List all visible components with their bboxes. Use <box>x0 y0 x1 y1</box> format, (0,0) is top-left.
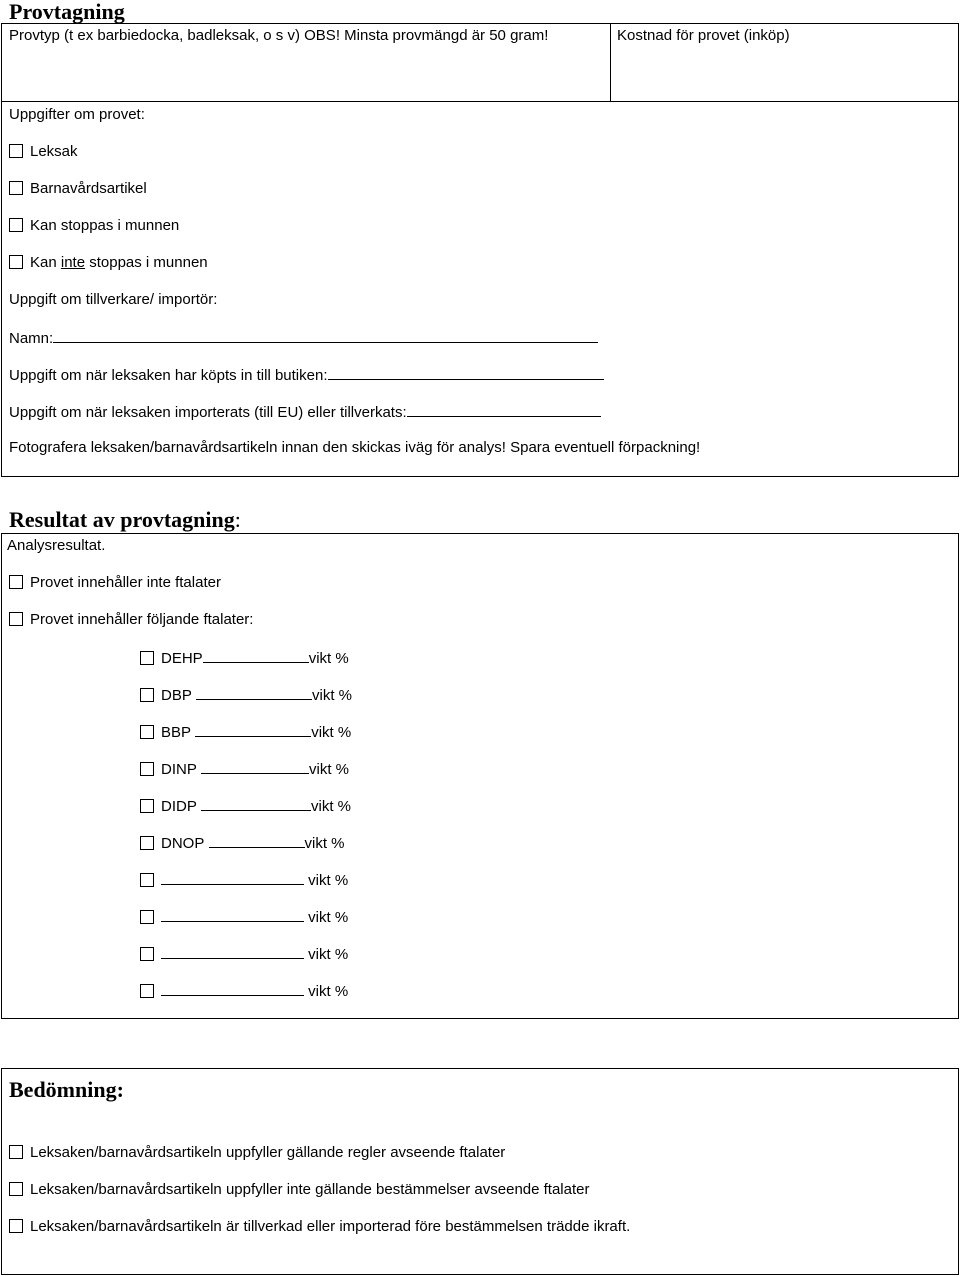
unit-label: vikt % <box>308 909 349 926</box>
unit-label: vikt % <box>308 946 349 963</box>
analysis-label: Analysresultat. <box>7 537 106 554</box>
phthalate-name: DIDP <box>161 798 197 815</box>
checkbox[interactable] <box>140 836 154 850</box>
phthalate-row-dinp[interactable] <box>140 759 349 777</box>
checkbox[interactable] <box>9 1182 23 1196</box>
checkbox[interactable] <box>9 218 23 232</box>
option-leksak[interactable] <box>9 143 78 161</box>
phthalate-value-input[interactable] <box>201 796 311 811</box>
unit-label: vikt % <box>308 983 349 1000</box>
purchase-label: Uppgift om när leksaken har köpts in till butiken: <box>9 367 328 384</box>
phthalate-row-other[interactable] <box>140 907 348 925</box>
checkbox[interactable] <box>140 799 154 813</box>
manufacturer-label: Uppgift om tillverkare/ importör: <box>9 291 218 308</box>
option-barnavardsartikel[interactable] <box>9 180 147 198</box>
purchase-date-input[interactable] <box>328 365 604 380</box>
phthalate-row-other[interactable] <box>140 981 348 999</box>
option-label: Leksak <box>30 143 78 160</box>
phthalate-row-other[interactable] <box>140 870 348 888</box>
option-contains-phthalates[interactable] <box>9 611 253 629</box>
assessment-option-before-rule[interactable] <box>9 1218 630 1236</box>
phthalate-row-dehp[interactable] <box>140 648 349 666</box>
import-label: Uppgift om när leksaken importerats (till EU) eller tillverkats: <box>9 404 407 421</box>
phthalate-row-didp[interactable] <box>140 796 351 814</box>
checkbox[interactable] <box>140 910 154 924</box>
cost-field[interactable]: Kostnad för provet (inköp) <box>617 27 790 44</box>
option-cannot-mouth[interactable] <box>9 254 208 272</box>
phthalate-value-input[interactable] <box>196 685 312 700</box>
option-label: Barnavårdsartikel <box>30 180 147 197</box>
phthalate-row-bbp[interactable] <box>140 722 351 740</box>
unit-label: vikt % <box>311 798 352 815</box>
option-label: Leksaken/barnavårdsartikeln uppfyller inte gällande bestämmelser avseende ftalater <box>30 1181 590 1198</box>
photo-note: Fotografera leksaken/barnavårdsartikeln innan den skickas iväg för analys! Spara eventuell förpackning! <box>9 439 701 456</box>
checkbox[interactable] <box>9 575 23 589</box>
option-can-mouth[interactable] <box>9 217 179 235</box>
checkbox[interactable] <box>9 181 23 195</box>
section-title-bedomning: Bedömning: <box>9 1077 124 1102</box>
phthalate-name: DNOP <box>161 835 205 852</box>
phthalate-value-input[interactable] <box>161 981 304 996</box>
unit-label: vikt % <box>304 835 345 852</box>
purchase-row <box>9 365 604 383</box>
import-row <box>9 402 601 420</box>
option-label-emphasis: inte <box>60 254 86 271</box>
assessment-option-not-complies[interactable] <box>9 1181 590 1199</box>
option-label: Kan stoppas i munnen <box>30 217 180 234</box>
phthalate-value-input[interactable] <box>161 870 304 885</box>
checkbox[interactable] <box>9 1145 23 1159</box>
option-no-phthalates[interactable] <box>9 574 221 592</box>
phthalate-name: BBP <box>161 724 192 741</box>
phthalate-value-input[interactable] <box>161 907 304 922</box>
option-label: Provet innehåller följande ftalater: <box>30 611 254 628</box>
unit-label: vikt % <box>308 650 349 667</box>
checkbox[interactable] <box>9 255 23 269</box>
name-input[interactable] <box>53 328 598 343</box>
section-title-text: Resultat av provtagning <box>9 507 235 532</box>
option-label: Provet innehåller inte ftalater <box>30 574 221 591</box>
cost-column-divider <box>610 23 611 102</box>
option-label-suffix: stoppas i munnen <box>85 254 208 271</box>
option-label-prefix: Kan <box>30 254 61 271</box>
section-title-resultat <box>9 508 241 532</box>
checkbox[interactable] <box>140 947 154 961</box>
phthalate-name: DINP <box>161 761 197 778</box>
checkbox[interactable] <box>140 984 154 998</box>
checkbox[interactable] <box>9 612 23 626</box>
phthalate-value-input[interactable] <box>201 759 309 774</box>
phthalate-name: DEHP <box>161 650 203 667</box>
option-label: Leksaken/barnavårdsartikeln är tillverkad eller importerad före bestämmelsen trädde ikraft. <box>30 1218 631 1235</box>
sample-details-label: Uppgifter om provet: <box>9 106 145 123</box>
phthalate-row-dnop[interactable] <box>140 833 345 851</box>
checkbox[interactable] <box>9 1219 23 1233</box>
checkbox[interactable] <box>140 725 154 739</box>
unit-label: vikt % <box>312 687 353 704</box>
section-title-colon: : <box>234 507 241 532</box>
phthalate-value-input[interactable] <box>203 648 309 663</box>
unit-label: vikt % <box>308 872 349 889</box>
phthalate-value-input[interactable] <box>195 722 311 737</box>
unit-label: vikt % <box>309 761 350 778</box>
checkbox[interactable] <box>140 762 154 776</box>
phthalate-row-dbp[interactable] <box>140 685 352 703</box>
assessment-option-complies[interactable] <box>9 1144 505 1162</box>
phthalate-value-input[interactable] <box>209 833 305 848</box>
checkbox[interactable] <box>9 144 23 158</box>
sample-type-field[interactable]: Provtyp (t ex barbiedocka, badleksak, o s v) OBS! Minsta provmängd är 50 gram! <box>9 27 549 44</box>
unit-label: vikt % <box>311 724 352 741</box>
section-title-provtagning: Provtagning <box>9 0 125 24</box>
phthalate-row-other[interactable] <box>140 944 348 962</box>
phthalate-name: DBP <box>161 687 192 704</box>
name-row <box>9 328 598 346</box>
checkbox[interactable] <box>140 873 154 887</box>
import-date-input[interactable] <box>407 402 601 417</box>
checkbox[interactable] <box>140 651 154 665</box>
option-label: Leksaken/barnavårdsartikeln uppfyller gällande regler avseende ftalater <box>30 1144 506 1161</box>
checkbox[interactable] <box>140 688 154 702</box>
assessment-box <box>1 1068 959 1275</box>
header-row-divider <box>1 101 959 102</box>
name-label: Namn: <box>9 330 54 347</box>
phthalate-value-input[interactable] <box>161 944 304 959</box>
